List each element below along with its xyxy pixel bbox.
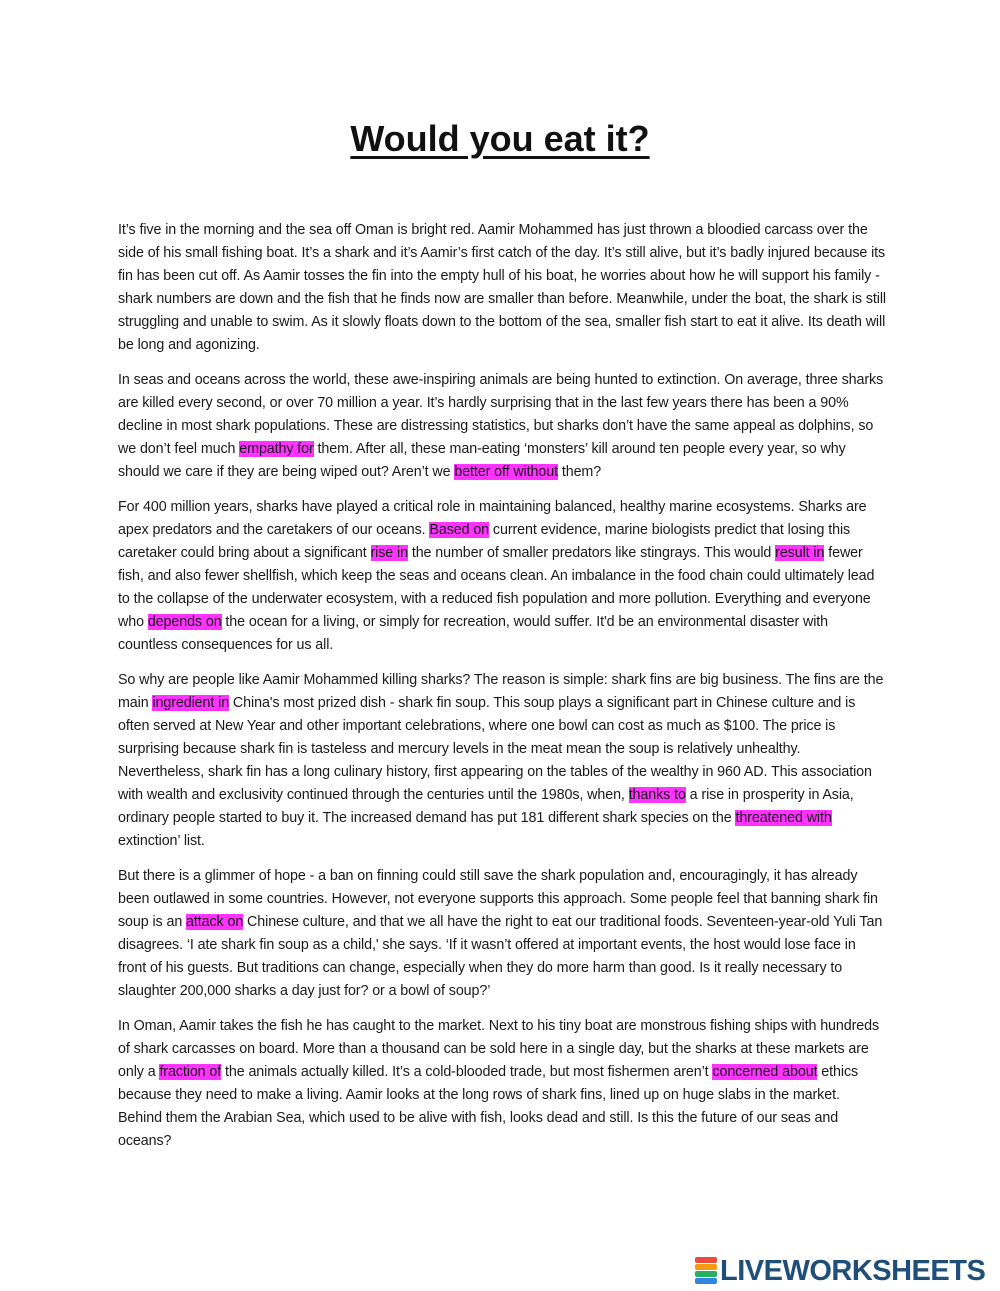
paragraph-text: So why are people like Aamir Mohammed killing sharks? The reason is simple: shark fins are big business. The fins are the main xyxy=(118,672,884,711)
article-paragraph-5 xyxy=(118,865,886,1003)
logo-stripe xyxy=(695,1257,717,1263)
paragraph-text: a rise in prosperity in Asia, ordinary people started to buy it. The increased demand has put 181 different shark species on the xyxy=(118,787,854,826)
highlighted-phrase: rise in xyxy=(370,545,408,561)
logo-stripe xyxy=(695,1278,717,1284)
highlighted-phrase: better off without xyxy=(454,464,558,480)
liveworksheets-logo xyxy=(695,1253,985,1289)
paragraph-text: the animals actually killed. It’s a cold-blooded trade, but most fishermen aren’t xyxy=(221,1064,713,1080)
paragraph-text: fewer fish, and also fewer shellfish, which keep the seas and oceans clean. An imbalance in the food chain could ultimately lead to the collapse of the underwater ecosystem, with a reduced fish population and more pollution. Everything and everyone who xyxy=(118,545,875,630)
paragraph-text: In seas and oceans across the world, these awe-inspiring animals are being hunted to extinction. On average, three sharks are killed every second, or over 70 million a year. It’s hardly surprising that in the last few years there has been a 90% decline in most shark populations. These are distressing statistics, but sharks don’t have the same appeal as dolphins, so we don’t feel much xyxy=(118,372,884,457)
highlighted-phrase: threatened with xyxy=(735,810,832,826)
paragraph-text: But there is a glimmer of hope - a ban on finning could still save the shark population and, encouragingly, it has already been outlawed in some countries. However, not everyone supports this approach. Some people feel that banning shark fin soup is an xyxy=(118,868,878,930)
highlighted-phrase: result in xyxy=(775,545,825,561)
paragraph-text: the number of smaller predators like stingrays. This would xyxy=(407,545,776,561)
highlighted-phrase: empathy for xyxy=(239,441,314,457)
paragraph-text: It’s five in the morning and the sea off Oman is bright red. Aamir Mohammed has just thrown a bloodied carcass over the side of his small fishing boat. It’s a shark and it’s Aamir’s first catch of the day. It’s still alive, but it’s badly injured because its fin has been cut off. As Aamir tosses the fin into the empty hull of his boat, he worries about how he will support his family - shark numbers are down and the fish that he finds now are smaller than before. Meanwhile, under the boat, the shark is still struggling and unable to swim. As it slowly floats down to the bottom of the sea, smaller fish start to eat it alive. Its death will be long and agonizing. xyxy=(118,222,887,353)
logo-stripe xyxy=(695,1264,717,1270)
highlighted-phrase: thanks to xyxy=(628,787,686,803)
highlighted-phrase: depends on xyxy=(147,614,222,630)
paragraph-text: them. After all, these man-eating ‘monsters’ kill around ten people every year, so why should we care if they are being wiped out? Aren’t we xyxy=(118,441,846,480)
highlighted-phrase: ingredient in xyxy=(152,695,230,711)
article-paragraph-1 xyxy=(118,219,886,357)
logo-stripe xyxy=(695,1271,717,1277)
document-title: Would you eat it? xyxy=(350,118,650,159)
paragraph-text: In Oman, Aamir takes the fish he has caught to the market. Next to his tiny boat are monstrous fishing ships with hundreds of shark carcasses on board. More than a thousand can be sold here in a single day, but the sharks at these markets are only a xyxy=(118,1018,880,1080)
liveworksheets-logo-icon xyxy=(695,1257,717,1285)
paragraph-text: extinction’ list. xyxy=(118,833,205,849)
article-paragraph-4 xyxy=(118,669,886,853)
highlighted-phrase: Based on xyxy=(429,522,490,538)
paragraph-text: For 400 million years, sharks have played a critical role in maintaining balanced, healthy marine ecosystems. Sharks are apex predators and the caretakers of our oceans. xyxy=(118,499,867,538)
paragraph-text: the ocean for a living, or simply for recreation, would suffer. It'd be an environmental disaster with countless consequences for us all. xyxy=(118,614,828,653)
highlighted-phrase: concerned about xyxy=(712,1064,818,1080)
highlighted-phrase: attack on xyxy=(186,914,244,930)
highlighted-phrase: fraction of xyxy=(159,1064,222,1080)
paragraph-text: them? xyxy=(557,464,602,480)
article-paragraph-3 xyxy=(118,496,886,657)
paragraph-text: China's most prized dish - shark fin soup. This soup plays a significant part in Chinese culture and is often served at New Year and other important celebrations, where one bowl can cost as much as $100. The price is surprising because shark fin is tasteless and mercury levels in the meat mean the soup is relatively unhealthy. Nevertheless, shark fin has a long culinary history, first appearing on the tables of the wealthy in 960 AD. This association with wealth and exclusivity continued through the centuries until the 1980s, when, xyxy=(118,695,872,803)
article-paragraph-6 xyxy=(118,1015,886,1153)
logo-text: LIVEWORKSHEETS xyxy=(720,1254,986,1287)
paragraph-text: ethics because they need to make a living. Aamir looks at the long rows of shark fins, lined up on huge slabs in the market. Behind them the Arabian Sea, which used to be alive with fish, looks dead and still. Is this the future of our seas and oceans? xyxy=(118,1064,859,1149)
paragraph-text: current evidence, marine biologists predict that losing this caretaker could bring about a significant xyxy=(118,522,851,561)
paragraph-text: Chinese culture, and that we all have the right to eat our traditional foods. Seventeen-year-old Yuli Tan disagrees. ‘I ate shark fin soup as a child,' she says. ‘If it wasn’t offered at important events, the host would lose face in front of his guests. But traditions can change, especially when they do more harm than good. Is it really necessary to slaughter 200,000 sharks a day just for? or a bowl of soup?’ xyxy=(118,914,883,999)
article-paragraph-2 xyxy=(118,369,886,484)
article-body xyxy=(118,219,886,1165)
